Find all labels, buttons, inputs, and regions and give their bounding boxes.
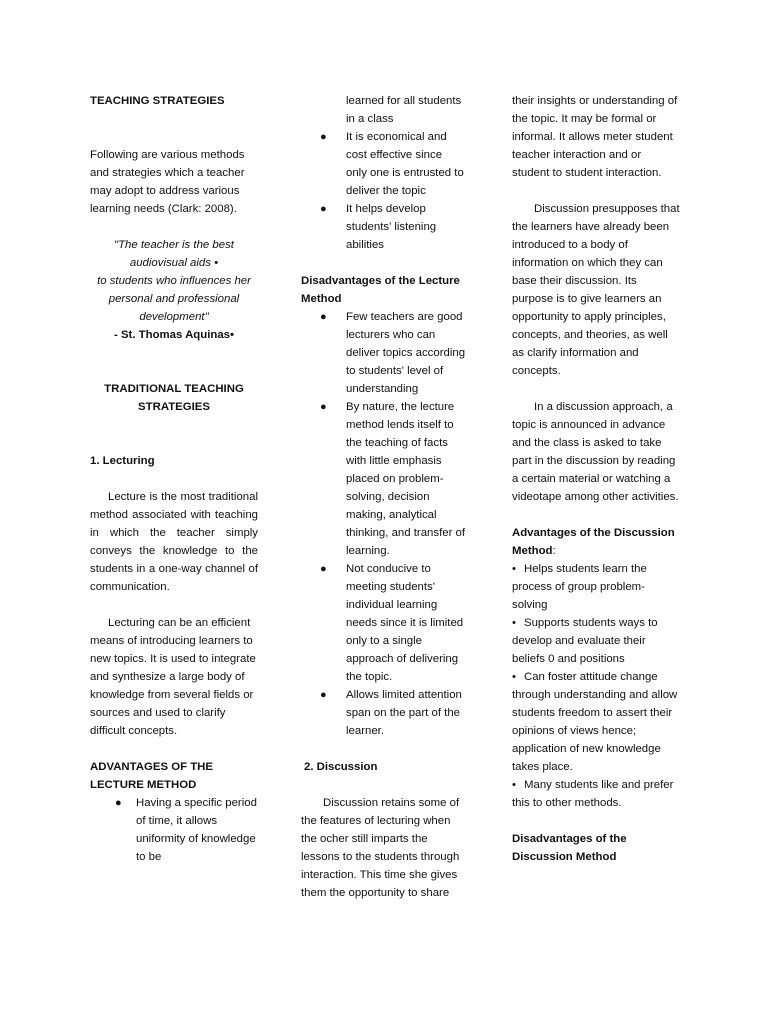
traditional-heading: TRADITIONAL TEACHING STRATEGIES	[104, 383, 244, 413]
bullet-icon: ●	[320, 131, 327, 143]
disadvantages-discussion-heading: Disadvantages of the Discussion Method	[512, 833, 627, 863]
bullet-icon: •	[512, 671, 516, 683]
bullet-icon: ●	[320, 203, 327, 215]
list-item: ● By nature, the lecture method lends itself to the teaching of facts with little emphasis placed on problem-solving, decision making, analytical thinking, and transfer of learning.	[301, 398, 466, 560]
document-title: TEACHING STRATEGIES	[90, 95, 225, 107]
quote-line-2: to students who influences her personal and professional development"	[97, 275, 251, 323]
advantages-heading: ADVANTAGES OF THE LECTURE METHOD	[90, 761, 213, 791]
bullet-icon: ●	[320, 311, 327, 323]
advantages-list	[90, 794, 258, 866]
column-2	[301, 92, 466, 902]
bullet-icon: ●	[320, 563, 327, 575]
bullet-icon: ●	[320, 689, 327, 701]
list-item: • Supports students ways to develop and evaluate their beliefs 0 and positions	[512, 617, 658, 665]
lecture-paragraph-1: Lecture is the most traditional method associated with teaching in which the teacher simply conveys the knowledge to the students in a one-way channel of communication.	[90, 491, 258, 593]
list-item	[90, 794, 258, 866]
intro-paragraph: Following are various methods and strategies which a teacher may adopt to address various learning needs (Clark: 2008).	[90, 149, 245, 215]
list-item: • Many students like and prefer this to other methods.	[512, 779, 674, 809]
advantages-discussion-list	[512, 560, 680, 812]
column-3	[512, 92, 680, 866]
list-item: ● Allows limited attention span on the part of the learner.	[301, 686, 466, 740]
quote-line-1: "The teacher is the best audiovisual aids •	[114, 239, 234, 269]
discussion-paragraph-2: Discussion presupposes that the learners have already been introduced to a body of information on which they can base their discussion. Its purpose is to give learners an opportunity to apply principles, concepts, and theories, as well as clarify information and concepts.	[512, 203, 680, 377]
bullet-icon: •	[512, 563, 516, 575]
column-1	[90, 92, 258, 866]
bullet-icon: ●	[115, 797, 122, 809]
lecture-paragraph-2: Lecturing can be an efficient means of introducing learners to new topics. It is used to integrate and synthesize a large body of knowledge from several fields or sources and used to clarify difficult concepts.	[90, 617, 256, 737]
quote-author: - St. Thomas Aquinas•	[113, 329, 234, 341]
disadvantages-list	[301, 308, 466, 740]
discussion-paragraph-3: In a discussion approach, a topic is announced in advance and the class is asked to take part in the discussion by reading a certain material or watching a videotape among other activities.	[512, 401, 679, 503]
bullet-icon: •	[512, 617, 516, 629]
advantages-list-continued	[301, 128, 466, 254]
advantages-item-1: Having a specific period of time, it allows uniformity of knowledge to be	[136, 797, 257, 863]
list-item: • Helps students learn the process of group problem-solving	[512, 563, 647, 611]
discussion-heading: 2. Discussion	[304, 761, 378, 773]
continued-paragraph: their insights or understanding of the topic. It may be formal or informal. It allows meter student teacher interaction and or student to student interaction.	[512, 95, 678, 179]
list-item: ● It helps develop students’ listening abilities	[301, 200, 466, 254]
discussion-paragraph: Discussion retains some of the features of lecturing when the ocher still imparts the lessons to the students through interaction. This time she gives them the opportunity to share	[301, 797, 460, 899]
lecturing-heading: 1. Lecturing	[90, 455, 155, 467]
advantages-discussion-heading: Advantages of the Discussion Method:	[512, 527, 675, 557]
disadvantages-lecture-heading: Disadvantages of the Lecture Method	[301, 275, 460, 305]
list-item: ● It is economical and cost effective since only one is entrusted to deliver the topic	[301, 128, 466, 200]
list-item: • Can foster attitude change through understanding and allow students freedom to assert their opinions of views hence; application of new knowledge takes place.	[512, 671, 678, 773]
bullet-icon: •	[512, 779, 516, 791]
continued-item: learned for all students in a class	[346, 95, 462, 125]
list-item: ● Few teachers are good lecturers who can deliver topics according to students' level of understanding	[301, 308, 466, 398]
bullet-icon: ●	[320, 401, 327, 413]
list-item: ● Not conducive to meeting students' individual learning needs since it is limited only to a single approach of delivering the topic.	[301, 560, 466, 686]
